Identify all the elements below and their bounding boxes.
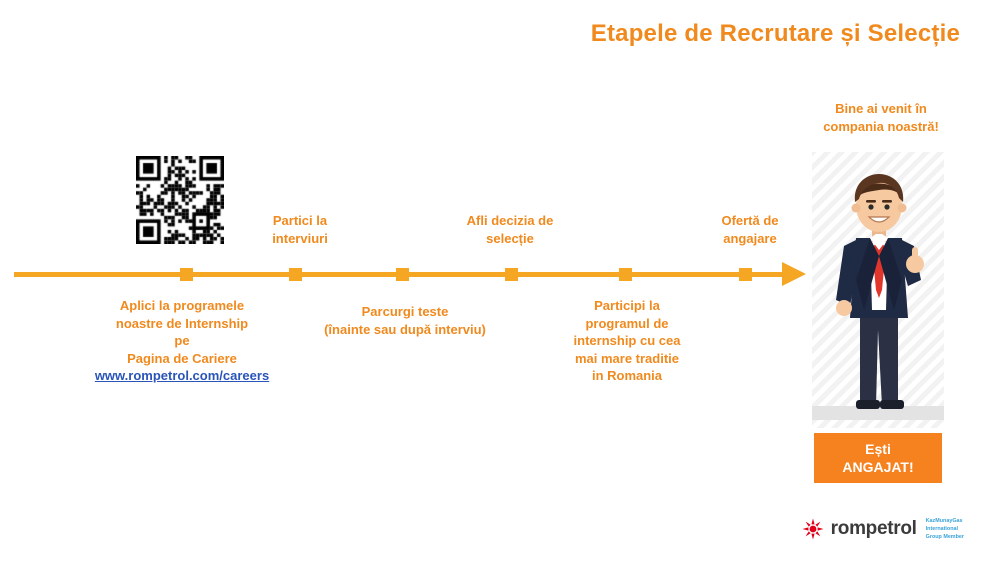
timeline-node-program [619,268,632,281]
step-program-line-2: programul de [585,315,669,331]
qr-code-icon[interactable] [136,156,224,244]
hired-badge [814,433,942,483]
welcome-message [786,100,976,136]
step-apply-line-3: pe [174,333,190,349]
step-tests-line-2: (înainte sau după interviu) [324,321,486,337]
step-label-apply [92,297,272,385]
step-label-program [552,297,702,385]
welcome-line-2: compania noastră! [823,119,939,135]
step-tests-line-1: Parcurgi teste [361,304,449,319]
businessman-illustration [820,160,938,420]
step-apply-line-4: Pagina de Cariere [127,350,237,366]
badge-line-1: Ești [865,440,891,457]
step-decision-line-2: selecție [486,230,534,246]
logo-sub-line-2: International [925,525,959,532]
step-label-interviews [240,212,360,247]
step-offer-line-1: Ofertă de [721,213,779,228]
step-decision-line-1: Afli decizia de [466,213,554,228]
logo-subtext [926,517,964,541]
rompetrol-mark-icon [802,518,824,540]
timeline-node-decision [505,268,518,281]
step-apply-line-1: Aplici la programele [119,298,245,313]
step-apply-line-2: noastre de Internship [115,315,249,331]
timeline-node-tests [396,268,409,281]
step-offer-line-2: angajare [723,230,777,246]
timeline-node-interviews [289,268,302,281]
step-label-offer [690,212,810,247]
timeline-arrow-head [782,262,806,286]
badge-line-2: ANGAJAT! [842,459,914,475]
careers-link[interactable]: www.rompetrol.com/careers [94,368,270,384]
logo-sub-line-3: Group Member [925,533,964,540]
welcome-line-1: Bine ai venit în [835,101,927,116]
step-interviews-line-2: interviuri [272,230,328,246]
step-program-line-3: internship cu cea [573,333,681,349]
timeline-node-apply [180,268,193,281]
step-program-line-5: in Romania [591,368,663,384]
step-interviews-line-1: Partici la [272,213,328,228]
step-program-line-4: mai mare traditie [574,350,680,366]
page-title: Etapele de Recrutare și Selecție [590,20,960,47]
logo-sub-line-1: KazMunayGas [925,517,963,524]
step-label-decision [440,212,580,247]
step-label-tests [300,303,510,338]
rompetrol-logo [802,517,964,541]
logo-wordmark: rompetrol [830,517,917,539]
step-program-line-1: Participi la [594,298,660,313]
timeline-node-offer [739,268,752,281]
